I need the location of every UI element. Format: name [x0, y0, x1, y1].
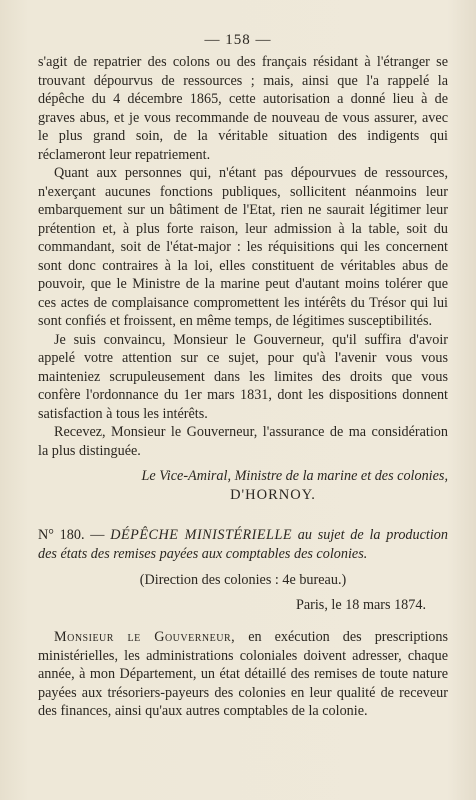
dispatch-direction: (Direction des colonies : 4e bureau.) — [139, 572, 347, 588]
dispatch-title: DÉPÊCHE MINISTÉRIELLE — [110, 527, 293, 543]
dispatch-salutation: Monsieur le Gouverneur, — [54, 629, 236, 645]
page-number: — 158 — — [204, 32, 272, 48]
dispatch-dateline: Paris, le 18 mars 1874. — [295, 596, 426, 613]
dispatch-letter — [38, 628, 448, 721]
paragraph-1: s'agit de repatrier des colons ou des français résidant à l'étranger se trouvant dépourvus de ressources ; mais, ainsi que l'a rappelé la dépêche du 4 décembre 1865, cette autorisation a donné lieu à de graves abus, et je vous recommande de nouveau de vous assurer, avec le plus grand soin, de la véritable situation des indigents qui réclameront leur repatriement. — [38, 54, 448, 163]
paragraph-2: Quant aux personnes qui, n'étant pas dépourvues de ressources, n'exerçant aucunes fonctions publiques, sollicitent néanmoins leur embarquement sur un bâtiment de l'Etat, rien ne saurait légitimer leur prétention et, à plus forte raison, leur admission à la table, soit du commandant, soit de l'état-major : les réquisitions qui les concernent sont donc contraires à la loi, elles constituent de véritables abus de pouvoir, que le Ministre de la marine peut d'autant moins tolérer que ces actes de complaisance compromettent les intérêts du Trésor qui lui sont confiés et froissent, en même temps, de légitimes susceptibilités. — [38, 165, 448, 329]
paragraph-4: Recevez, Monsieur le Gouverneur, l'assurance de ma considération la plus distinguée. — [38, 424, 448, 459]
dispatch-text: en exécution des prescriptions ministérielles, les administrations coloniales doivent adresser, chaque année, à mon Département, un état détaillé des remises de toute nature payées aux trésoriers-payeurs des colonies en leur qualité de receveur des finances, ainsi qu'aux autres comptables de la colonie. — [38, 629, 449, 719]
dispatch-subject: au sujet de la production des états des remises payées aux comptables des colonies. — [38, 527, 448, 562]
dispatch-heading — [38, 526, 448, 563]
page-body — [38, 53, 448, 721]
signature-title: Le Vice-Amiral, Ministre de la marine et des colonies, — [141, 468, 448, 484]
dispatch-number: N° 180. — — [38, 527, 105, 543]
paragraph-3: Je suis convaincu, Monsieur le Gouverneur, qu'il suffira d'avoir appelé votre attention sur ce sujet, pour qu'à l'avenir vous vous mainteniez scrupuleusement dans les limites des droits que vous confère l'ordonnance du 1er mars 1831, dont les dispositions donnent satisfaction à tous les intérêts. — [38, 331, 448, 422]
signature-name: D'HORNOY. — [230, 486, 316, 503]
